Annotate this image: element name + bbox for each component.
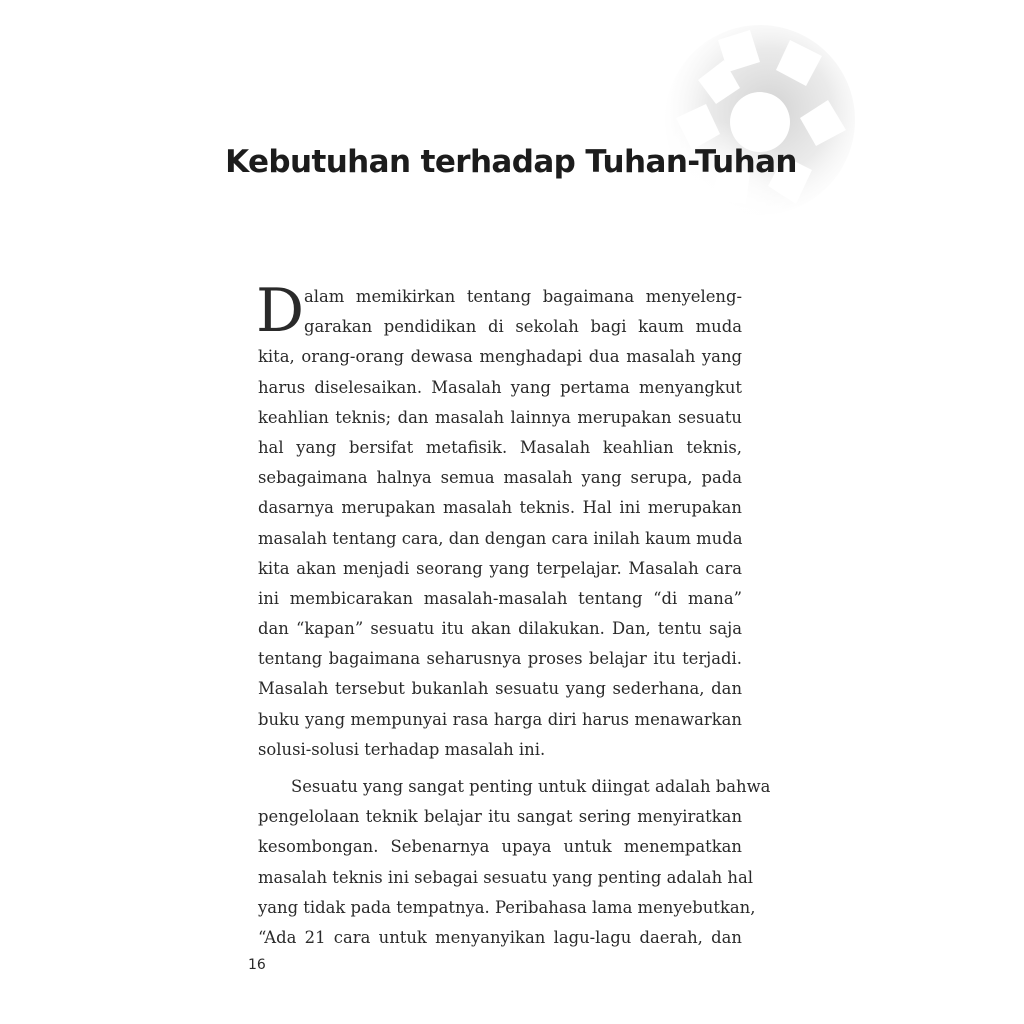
paragraph-1	[256, 276, 743, 765]
text-line: masalah teknis ini sebagai sesuatu yang penting adalah hal	[258, 867, 753, 887]
text-line: kita, orang-orang dewasa menghadapi dua masalah yang	[258, 347, 742, 367]
text-line: harus diselesaikan. Masalah yang pertama menyangkut	[258, 377, 742, 397]
text-line: keahlian teknis; dan masalah lainnya merupakan sesuatu	[258, 407, 742, 427]
chapter-title: Kebutuhan terhadap Tuhan-Tuhan	[225, 144, 797, 180]
text-line: yang tidak pada tempatnya. Peribahasa lama menyebutkan,	[258, 897, 756, 917]
page-number: 16	[248, 957, 266, 973]
text-line: Masalah tersebut bukanlah sesuatu yang sederhana, dan	[258, 679, 742, 699]
text-line: sebagaimana halnya semua masalah yang serupa, pada	[258, 468, 742, 488]
text-line: hal yang bersifat metafisik. Masalah keahlian teknis,	[258, 437, 742, 457]
text-line: tentang bagaimana seharusnya proses belajar itu terjadi.	[258, 649, 742, 669]
text-line: kita akan menjadi seorang yang terpelajar. Masalah cara	[258, 558, 742, 578]
text-line: dasarnya merupakan masalah teknis. Hal ini merupakan	[258, 498, 742, 518]
text-line: buku yang mempunyai rasa harga diri harus menawarkan	[258, 709, 742, 729]
text-line: pengelolaan teknik belajar itu sangat sering menyiratkan	[258, 807, 742, 827]
gear-wheel-icon	[600, 0, 880, 270]
text-line: alam memikirkan tentang bagaimana menyeleng-	[304, 287, 742, 306]
text-line: garakan pendidikan di sekolah bagi kaum muda	[304, 317, 742, 337]
drop-cap: D	[256, 276, 305, 346]
text-line: masalah tentang cara, dan dengan cara inilah kaum muda	[258, 528, 743, 548]
paragraph-2	[258, 772, 771, 953]
text-line: Sesuatu yang sangat penting untuk diingat adalah bahwa	[291, 777, 771, 796]
body-text	[256, 276, 771, 953]
text-line: solusi-solusi terhadap masalah ini.	[258, 739, 546, 759]
text-line: dan “kapan” sesuatu itu akan dilakukan. Dan, tentu saja	[258, 619, 742, 639]
text-line: “Ada 21 cara untuk menyanyikan lagu-lagu daerah, dan	[258, 927, 742, 947]
text-line: ini membicarakan masalah-masalah tentang “di mana”	[258, 588, 742, 608]
text-line: kesombongan. Sebenarnya upaya untuk menempatkan	[258, 837, 742, 857]
